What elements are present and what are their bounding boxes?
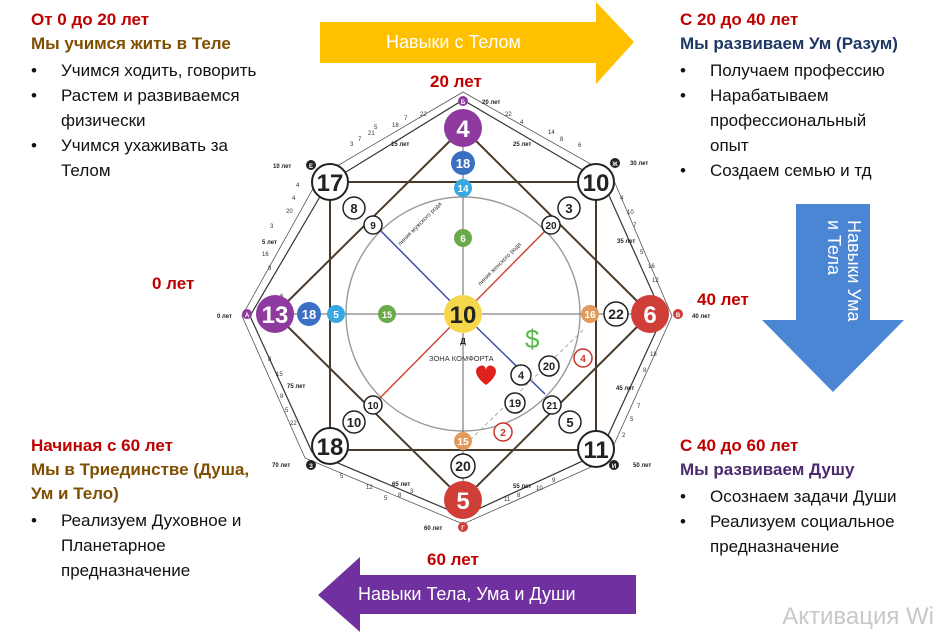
block-top-right [680, 8, 930, 183]
dollar-icon: $ [525, 324, 540, 354]
svg-text:17: 17 [316, 170, 344, 197]
svg-text:4: 4 [296, 183, 300, 189]
letter-bl: З [309, 464, 313, 470]
svg-text:5: 5 [630, 417, 634, 423]
node-bottom [444, 481, 482, 519]
bullet-tl-3: • Учимся ухаживать за Телом [31, 133, 276, 183]
heading-bottom-left: Начиная с 60 лет [31, 436, 173, 455]
love-line-node-2: 20 [542, 361, 556, 373]
subheading-top-left: Мы учимся жить в Теле [31, 34, 231, 53]
node-top-right [578, 164, 614, 200]
bullet-tl-1: • Учимся ходить, говорить [31, 58, 301, 83]
rim-mid-bottom2: 65 лет [392, 482, 411, 488]
comfort-zone-label: ЗОНА КОМФОРТА [429, 354, 494, 363]
svg-text:5: 5 [285, 408, 289, 414]
letter-top: Б [460, 100, 466, 106]
svg-text:4: 4 [292, 196, 296, 202]
node-tl-inner2: 9 [370, 221, 376, 232]
svg-text:13: 13 [261, 302, 289, 329]
arrow-right-line2: и Тела [824, 220, 844, 275]
svg-text:16: 16 [648, 264, 655, 270]
node-right-inner2: 16 [584, 310, 596, 321]
arrow-top-label: Навыки с Телом [386, 32, 521, 52]
letter-tl: Е [308, 164, 314, 170]
svg-text:10: 10 [627, 210, 634, 216]
svg-text:11: 11 [583, 437, 609, 464]
rim-mid-right: 35 лет [617, 239, 636, 245]
heading-bottom-right: С 40 до 60 лет [680, 436, 799, 455]
svg-text:11: 11 [504, 497, 511, 503]
svg-text:8: 8 [280, 394, 284, 400]
subheading-top-right: Мы развиваем Ум (Разум) [680, 34, 898, 53]
bullet-bl-1: • Реализуем Духовное и Планетарное предназначение [31, 508, 271, 583]
svg-text:22: 22 [505, 112, 512, 118]
node-bottom-inner2: 15 [457, 437, 469, 448]
svg-text:9: 9 [552, 478, 556, 484]
svg-text:16: 16 [262, 252, 269, 258]
node-top-inner1: 18 [455, 156, 471, 171]
bullet-br-1: • Осознаем задачи Души [680, 484, 930, 509]
node-right-inner1: 22 [608, 306, 624, 322]
arrow-bottom-label: Навыки Тела, Ума и Души [358, 584, 576, 604]
rim-age-left: 0 лет [217, 314, 232, 320]
age-left: 0 лет [152, 274, 195, 293]
letter-br: И [611, 464, 617, 470]
svg-text:3: 3 [350, 142, 354, 148]
age-bottom: 60 лет [427, 550, 479, 569]
node-top-left [312, 164, 348, 200]
rim-mid-top2: 25 лет [513, 142, 532, 148]
svg-text:3: 3 [270, 224, 274, 230]
rim-age-tr: 30 лет [630, 161, 649, 167]
heading-top-left: От 0 до 20 лет [31, 10, 150, 29]
node-bottom-inner1: 20 [455, 458, 471, 474]
svg-text:18: 18 [392, 123, 399, 129]
bullet-tr-3: • Создаем семью и тд [680, 158, 930, 183]
svg-text:12: 12 [652, 278, 659, 284]
node-br-inner2: 21 [546, 401, 558, 412]
svg-text:22: 22 [420, 112, 427, 118]
node-bottom-right [578, 431, 614, 467]
letter-tr: Ж [612, 162, 618, 168]
block-top-left [31, 8, 301, 183]
rim-mid-left2: 75 лет [287, 384, 306, 390]
svg-text:18: 18 [650, 352, 657, 358]
rim-age-bottom: 60 лет [424, 526, 443, 532]
rim-mid-right2: 45 лет [616, 386, 635, 392]
node-top [444, 109, 482, 147]
rim-age-top: 20 лет [482, 100, 501, 106]
node-bottom-left [312, 428, 348, 464]
node-right [631, 295, 669, 333]
svg-text:5: 5 [640, 250, 644, 256]
node-left [256, 295, 294, 333]
age-top: 20 лет [430, 72, 482, 91]
svg-text:10: 10 [536, 486, 543, 492]
arrow-right-line1: Навыки Ума [844, 220, 864, 322]
red-node-2: 2 [500, 428, 506, 439]
svg-text:4: 4 [520, 120, 524, 126]
svg-text:10: 10 [449, 302, 477, 329]
node-bl-inner1: 10 [346, 415, 362, 430]
svg-text:5: 5 [374, 125, 378, 131]
male-line-label: линия мужского рода [397, 201, 444, 248]
node-top-inner2: 14 [457, 184, 469, 195]
svg-text:3: 3 [410, 489, 414, 495]
svg-text:7: 7 [404, 116, 408, 122]
svg-text:7: 7 [358, 137, 362, 143]
svg-text:10: 10 [582, 170, 610, 197]
node-top-inner3: 6 [460, 234, 466, 245]
svg-text:22: 22 [290, 421, 297, 427]
node-center [444, 295, 482, 346]
svg-text:14: 14 [548, 130, 555, 136]
node-left-inner1: 18 [301, 307, 317, 322]
svg-text:8: 8 [268, 357, 272, 363]
node-bl-inner2: 10 [367, 401, 379, 412]
svg-text:8: 8 [560, 137, 564, 143]
svg-text:12: 12 [366, 485, 373, 491]
rim-age-right: 40 лет [692, 314, 711, 320]
svg-text:21: 21 [368, 131, 375, 137]
svg-text:6: 6 [643, 302, 657, 329]
bullet-tl-2: • Растем и развиваемся физически [31, 83, 276, 133]
svg-text:8: 8 [517, 493, 521, 499]
love-line-node-1: 4 [517, 370, 525, 382]
node-left-inner3: 15 [381, 310, 393, 320]
svg-text:18: 18 [316, 434, 344, 461]
svg-text:15: 15 [276, 372, 283, 378]
arrow-right-label [824, 220, 870, 350]
node-tr-inner2: 20 [545, 221, 557, 232]
rim-age-bl: 70 лет [272, 463, 291, 469]
svg-text:8: 8 [398, 493, 402, 499]
node-tl-inner1: 8 [350, 201, 358, 216]
block-bottom-left [31, 434, 281, 583]
bullet-tr-2: • Нарабатываем профессиональный опыт [680, 83, 895, 158]
rim-mid-left: 5 лет [262, 240, 277, 246]
female-line-label: линия женского рода [477, 241, 523, 288]
svg-text:20: 20 [286, 209, 293, 215]
rim-age-tl: 10 лет [273, 164, 292, 170]
node-left-inner2: 5 [333, 310, 339, 321]
svg-text:2: 2 [622, 433, 626, 439]
svg-text:4: 4 [620, 196, 624, 202]
svg-text:5: 5 [340, 474, 344, 480]
subheading-bottom-left: Мы в Триединстве (Душа, Ум и Тело) [31, 460, 250, 503]
svg-text:8: 8 [268, 266, 272, 272]
block-bottom-right [680, 434, 930, 559]
svg-text:8: 8 [643, 368, 647, 374]
svg-text:5: 5 [456, 488, 470, 515]
rim-age-br: 50 лет [633, 463, 652, 469]
svg-text:4: 4 [456, 116, 470, 143]
age-right: 40 лет [697, 290, 749, 309]
windows-activation-watermark: Активация Wi [782, 603, 934, 630]
letter-bottom: Г [461, 526, 465, 532]
rim-mid-bottom: 55 лет [513, 484, 532, 490]
svg-text:Д: Д [460, 337, 466, 346]
red-node-1: 4 [580, 354, 586, 365]
node-br-inner1: 5 [566, 415, 574, 430]
svg-text:7: 7 [637, 404, 641, 410]
bullet-br-2: • Реализуем социальное предназначение [680, 509, 934, 559]
node-tr-inner1: 3 [565, 201, 573, 216]
letter-left: А [244, 313, 250, 319]
svg-text:5: 5 [384, 496, 388, 502]
svg-text:6: 6 [578, 143, 582, 149]
bullet-tr-1: • Получаем профессию [680, 58, 930, 83]
svg-text:7: 7 [633, 223, 637, 229]
love-line-node-3: 19 [508, 398, 522, 410]
subheading-bottom-right: Мы развиваем Душу [680, 460, 855, 479]
letter-right: В [675, 313, 681, 319]
heart-icon [476, 365, 496, 385]
heading-top-right: С 20 до 40 лет [680, 10, 799, 29]
rim-mid-top: 15 лет [391, 142, 410, 148]
